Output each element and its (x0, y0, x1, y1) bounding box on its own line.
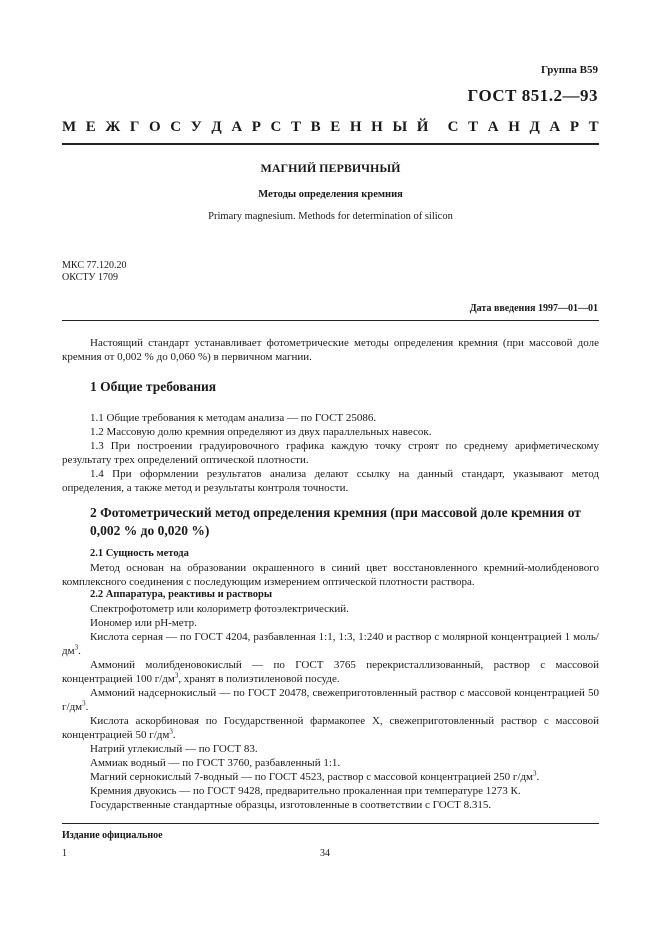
section-2-heading: 2 Фотометрический метод определения кремния (при массовой доле кремния от 0,002 % до 0,020 %) (90, 505, 581, 538)
banner-letter: А (549, 119, 561, 135)
banner-letter: Е (330, 119, 341, 135)
banner-letter: Ы (392, 119, 408, 135)
banner-letter: Д (529, 119, 540, 135)
classification-codes (62, 260, 126, 284)
banner-letter: Н (371, 119, 383, 135)
banner-letter: В (310, 119, 321, 135)
item-standard-samples: Государственные стандартные образцы, изготовленные в соответствии с ГОСТ 8.315. (90, 799, 492, 811)
banner-letter: О (149, 119, 161, 135)
introduction-date: Дата введения 1997—01—01 (469, 303, 598, 314)
document-title: МАГНИЙ ПЕРВИЧНЫЙ (260, 161, 401, 175)
item-magnesium-sulfate: Магний сернокислый 7-водный — по ГОСТ 4523, раствор с массовой концентрацией 250 $г/дм^3$. (90, 769, 540, 783)
banner-letter: Е (85, 119, 96, 135)
banner-letter: Ж (105, 119, 121, 135)
item-spectrophotometer: Спектрофотометр или колориметр фотоэлектрический. (90, 603, 349, 615)
clause-2-1-text: Метод основан на образовании окрашенного в синий цвет восстановленного кремний-молибденового комплексного соединения с последующим измерением оптической плотности раствора. (62, 562, 599, 588)
gost-number: ГОСТ 851.2—93 (467, 86, 598, 105)
page-number: 34 (320, 848, 330, 859)
official-edition-label: Издание официальное (62, 830, 163, 841)
clause-2-2-heading: 2.2 Аппаратура, реактивы и растворы (90, 589, 273, 600)
banner-letter: Г (129, 119, 140, 135)
banner-letter: Т (291, 119, 302, 135)
document-subtitle: Методы определения кремния (258, 189, 403, 200)
english-title: Primary magnesium. Methods for determination of silicon (208, 211, 453, 222)
banner-letter: Т (588, 119, 599, 135)
banner-letter: Д (211, 119, 222, 135)
clause-2-1-heading: 2.1 Сущность метода (90, 548, 189, 559)
item-silicon-dioxide: Кремния двуокись — по ГОСТ 9428, предварительно прокаленная при температуре 1273 К. (90, 785, 521, 797)
item-sulfuric-acid: Кислота серная — по ГОСТ 4204, разбавленная 1:1, 1:3, 1:240 и раствор с молярной концентрацией 1 моль/$дм^3$. (62, 631, 599, 657)
banner-letter: М (62, 119, 77, 135)
item-sodium-carbonate: Натрий углекислый — по ГОСТ 83. (90, 743, 258, 755)
date-rule (62, 320, 599, 321)
item-ammonium-molybdate: Аммоний молибденовокислый — по ГОСТ 3765 перекристаллизованный, раствор с массовой концентрацией 100 $г/дм^3$, хранят в полиэтиленовой посуде. (62, 659, 599, 685)
banner-letter: Н (349, 119, 362, 135)
banner-letter: Й (416, 119, 429, 135)
banner-letter: Р (251, 119, 261, 135)
item-ascorbic-acid: Кислота аскорбиновая по Государственной фармакопее X, свежеприготовленный раствор с массовой концентрацией 50 $г/дм^3$. (62, 715, 599, 741)
clause-1-3: 1.3 При построении градуировочного графика каждую точку строят по среднему арифметическому результату трех определений оптической плотности. (62, 440, 599, 466)
intro-paragraph: Настоящий стандарт устанавливает фотометрические методы определения кремния (при массовой доле кремния от 0,002 % до 0,060 %) в первичном магнии. (62, 337, 599, 363)
item-ionomer: Иономер или pH-метр. (90, 617, 197, 629)
banner-letter: Т (468, 119, 479, 135)
header-rule (62, 143, 599, 145)
footer-rule (62, 823, 599, 824)
banner-letter: А (487, 119, 499, 135)
group-code: Группа В59 (540, 64, 598, 76)
banner-letter: Р (569, 119, 580, 135)
clause-1-4: 1.4 При оформлении результатов анализа делают ссылку на данный стандарт, указывают метод определения, а также метод и результаты контроля точности. (62, 468, 599, 494)
item-ammonium-persulfate: Аммоний надсернокислый — по ГОСТ 20478, свежеприготовленный раствор с массовой концентрацией 50 $г/дм^3$. (62, 687, 599, 713)
section-1-heading: 1 Общие требования (90, 379, 217, 394)
banner-letter: У (190, 119, 202, 135)
banner-letter: С (170, 119, 182, 135)
item-ammonia: Аммиак водный — по ГОСТ 3760, разбавленный 1:1. (90, 757, 341, 769)
mks-code: МКС 77.120.20 (62, 260, 127, 271)
clause-1-2: 1.2 Массовую долю кремния определяют из двух параллельных навесок. (90, 426, 432, 438)
edition-number: 1 (62, 848, 67, 859)
banner-letter: Н (508, 119, 520, 135)
clause-1-1: 1.1 Общие требования к методам анализа — по ГОСТ 25086. (90, 412, 377, 424)
banner-letter: С (270, 119, 282, 135)
banner-letter: С (447, 119, 459, 135)
banner-letter: А (231, 119, 243, 135)
interstate-standard-banner (62, 119, 599, 136)
okstu-code: ОКСТУ 1709 (62, 272, 119, 283)
